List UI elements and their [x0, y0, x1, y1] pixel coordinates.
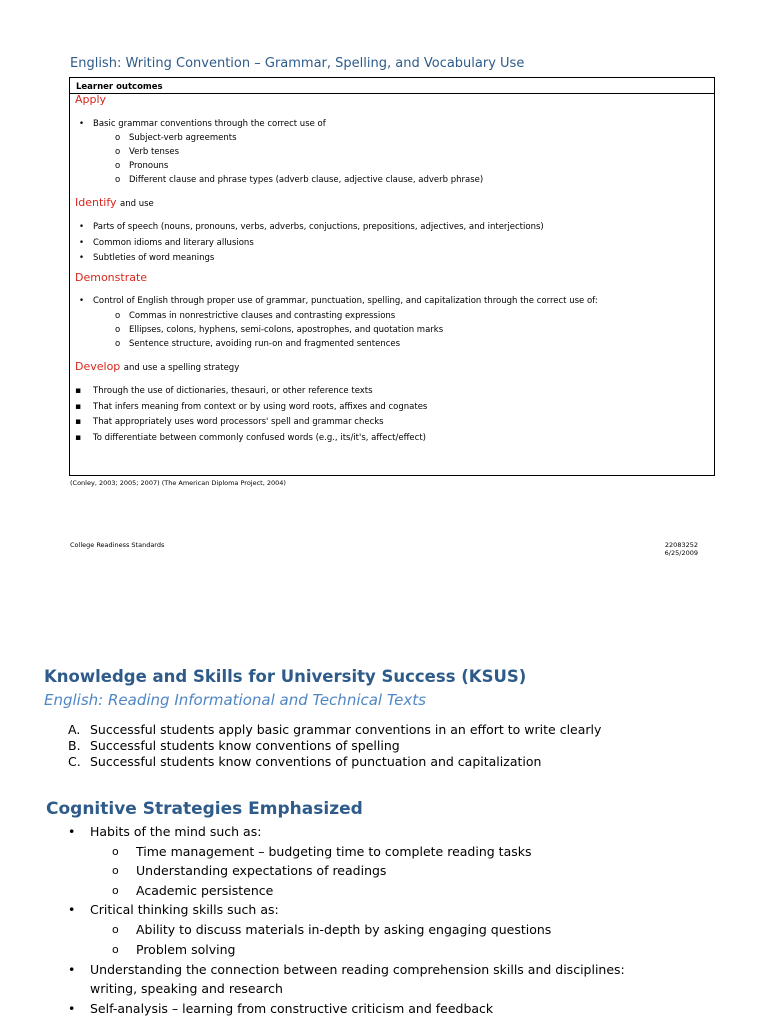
circle-bullet-icon: o: [115, 175, 121, 185]
list-item: ▪ Through the use of dictionaries, thesauri, or other reference texts: [75, 386, 373, 396]
list-item: o Ellipses, colons, hyphens, semi-colons, apostrophes, and quotation marks: [115, 325, 444, 335]
footer-date: 6/25/2009: [664, 549, 698, 557]
bullet-icon: •: [79, 238, 85, 248]
section-develop: [75, 360, 239, 375]
citation: (Conley, 2003; 2005; 2007) (The American Diploma Project, 2004): [70, 479, 286, 487]
list-item: • Parts of speech (nouns, pronouns, verbs, adverbs, conjuctions, prepositions, adjectives, and interjections): [79, 222, 544, 232]
bullet-icon: •: [79, 296, 85, 306]
circle-bullet-icon: o: [112, 864, 119, 877]
verb-identify: Identify: [75, 196, 117, 209]
bullet-icon: •: [68, 1001, 76, 1016]
list-item: • Common idioms and literary allusions: [79, 238, 254, 248]
circle-bullet-icon: o: [112, 884, 119, 897]
learner-outcomes-header: Learner outcomes: [70, 78, 714, 94]
arrow-bullet-icon: ▪: [75, 417, 82, 427]
circle-bullet-icon: o: [115, 339, 121, 349]
section-apply: [75, 93, 106, 107]
list-item: • Habits of the mind such as:: [68, 824, 262, 839]
list-item: o Pronouns: [115, 161, 169, 171]
arrow-bullet-icon: ▪: [75, 386, 82, 396]
identify-rest: and use: [120, 199, 154, 209]
develop-rest: and use a spelling strategy: [123, 363, 240, 373]
list-item: o Problem solving: [112, 942, 236, 957]
bullet-icon: •: [68, 902, 76, 917]
list-item: o Verb tenses: [115, 147, 180, 157]
list-item: • Subtleties of word meanings: [79, 253, 215, 263]
circle-bullet-icon: o: [112, 943, 119, 956]
list-item: • Critical thinking skills such as:: [68, 902, 279, 917]
section-demonstrate: [75, 271, 147, 285]
ksus-title: Knowledge and Skills for University Success (KSUS): [44, 667, 527, 686]
circle-bullet-icon: o: [115, 147, 121, 157]
list-item: o Ability to discuss materials in-depth by asking engaging questions: [112, 922, 552, 937]
footer-id: 22083252: [664, 541, 698, 549]
circle-bullet-icon: o: [115, 161, 121, 171]
list-item: • Control of English through proper use of grammar, punctuation, spelling, and capitalization through the correct use of:: [79, 296, 598, 306]
list-item: o Subject-verb agreements: [115, 133, 237, 143]
list-item: C. Successful students know conventions of punctuation and capitalization: [68, 754, 542, 769]
footer-title: College Readiness Standards: [70, 541, 165, 549]
list-item: A. Successful students apply basic grammar conventions in an effort to write clearly: [68, 722, 602, 737]
list-item: ▪ That appropriately uses word processors' spell and grammar checks: [75, 417, 384, 427]
arrow-bullet-icon: ▪: [75, 433, 82, 443]
list-item-continuation: writing, speaking and research: [90, 981, 283, 996]
page-title: English: Writing Convention – Grammar, Spelling, and Vocabulary Use: [70, 56, 525, 71]
learner-outcomes-table: [69, 77, 715, 476]
list-item: • Self-analysis – learning from constructive criticism and feedback: [68, 1001, 494, 1016]
list-item: B. Successful students know conventions of spelling: [68, 738, 400, 753]
list-item: o Academic persistence: [112, 883, 274, 898]
section-identify: [75, 196, 154, 211]
list-item: o Time management – budgeting time to complete reading tasks: [112, 844, 532, 859]
circle-bullet-icon: o: [112, 923, 119, 936]
list-item: • Understanding the connection between reading comprehension skills and disciplines:: [68, 962, 625, 977]
circle-bullet-icon: o: [115, 325, 121, 335]
arrow-bullet-icon: ▪: [75, 402, 82, 412]
bullet-icon: •: [79, 253, 85, 263]
list-item: o Different clause and phrase types (adverb clause, adjective clause, adverb phrase): [115, 175, 484, 185]
bullet-icon: •: [68, 824, 76, 839]
list-item: o Understanding expectations of readings: [112, 863, 387, 878]
verb-develop: Develop: [75, 360, 121, 373]
list-item: • Basic grammar conventions through the correct use of: [79, 119, 326, 129]
verb-apply: Apply: [75, 93, 107, 106]
bullet-icon: •: [79, 222, 85, 232]
circle-bullet-icon: o: [115, 133, 121, 143]
verb-demonstrate: Demonstrate: [75, 271, 148, 284]
bullet-icon: •: [68, 962, 76, 977]
list-item: o Commas in nonrestrictive clauses and contrasting expressions: [115, 311, 396, 321]
list-item: ▪ To differentiate between commonly confused words (e.g., its/it's, affect/effect): [75, 433, 426, 443]
cognitive-strategies-title: Cognitive Strategies Emphasized: [46, 799, 363, 819]
list-item: ▪ That infers meaning from context or by using word roots, affixes and cognates: [75, 402, 428, 412]
list-item: o Sentence structure, avoiding run-on and fragmented sentences: [115, 339, 401, 349]
circle-bullet-icon: o: [112, 845, 119, 858]
circle-bullet-icon: o: [115, 311, 121, 321]
bullet-icon: •: [79, 119, 85, 129]
ksus-subtitle: English: Reading Informational and Technical Texts: [44, 691, 426, 709]
footer-meta: [640, 541, 698, 557]
